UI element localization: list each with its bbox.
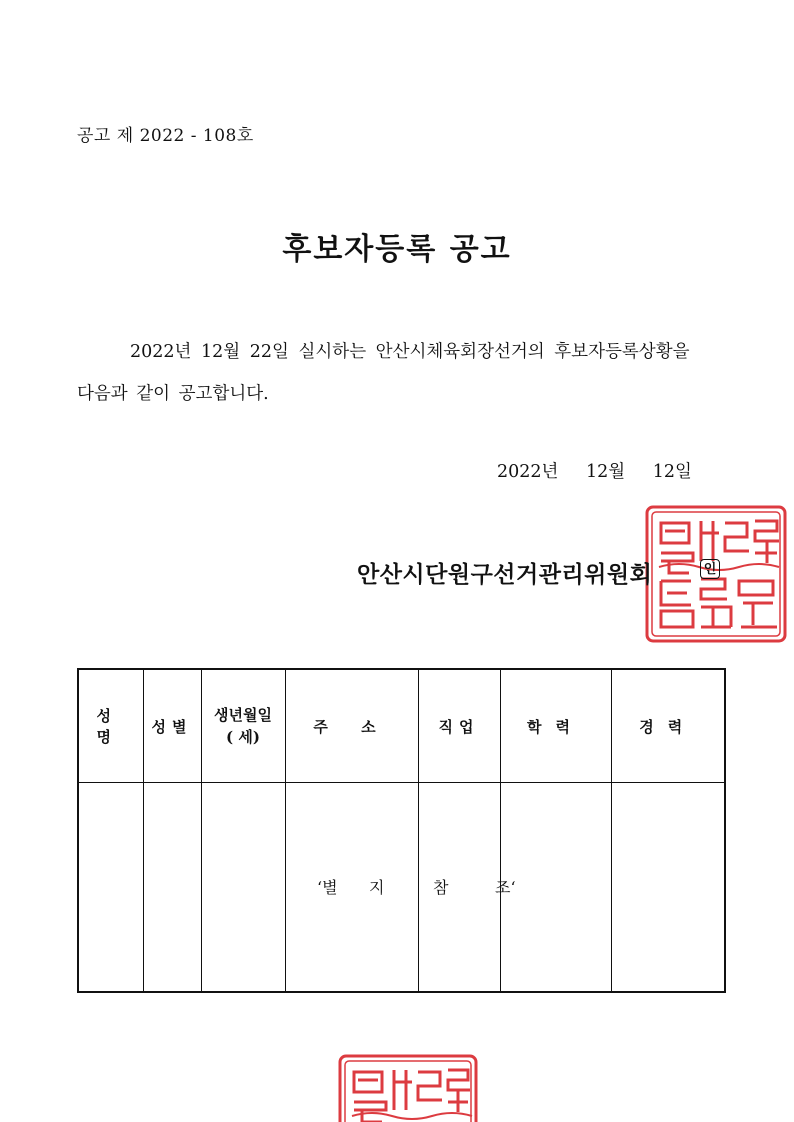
note-word-4: 조‘	[495, 878, 516, 897]
candidate-registration-table	[77, 668, 726, 993]
header-occupation: 직업	[418, 669, 500, 783]
seal-mark-box: 인	[700, 559, 720, 579]
cell-career	[611, 783, 725, 993]
document-title: 후보자등록 공고	[282, 232, 512, 267]
body-text-line-1: 2022년 12월 22일 실시하는 안산시체육회장선거의 후보자등록상황을	[130, 342, 690, 362]
header-address: 주 소	[285, 669, 418, 783]
header-birthdate-line2: ( 세)	[226, 728, 260, 746]
notice-number: 공고 제 2022 - 108호	[77, 126, 254, 146]
table-header-row	[78, 669, 725, 783]
official-seal-icon	[336, 1052, 480, 1122]
header-birthdate-line1: 생년월일	[214, 706, 272, 724]
note-word-3: 참	[433, 878, 449, 897]
see-attachment-note	[317, 875, 516, 898]
body-text-line-2: 다음과 같이 공고합니다.	[77, 384, 269, 404]
header-career: 경력	[611, 669, 725, 783]
header-name: 성 명	[78, 669, 143, 783]
cell-name	[78, 783, 143, 993]
issuer-name: 안산시단원구선거관리위원회	[357, 561, 653, 588]
note-word-2: 지	[369, 878, 385, 897]
header-birthdate	[201, 669, 285, 783]
notice-date: 2022년 12월 12일	[497, 462, 692, 482]
cell-education	[500, 783, 611, 993]
cell-gender	[143, 783, 201, 993]
header-gender: 성별	[143, 669, 201, 783]
note-word-1: ‘별	[317, 878, 338, 897]
header-education: 학력	[500, 669, 611, 783]
cell-birthdate	[201, 783, 285, 993]
